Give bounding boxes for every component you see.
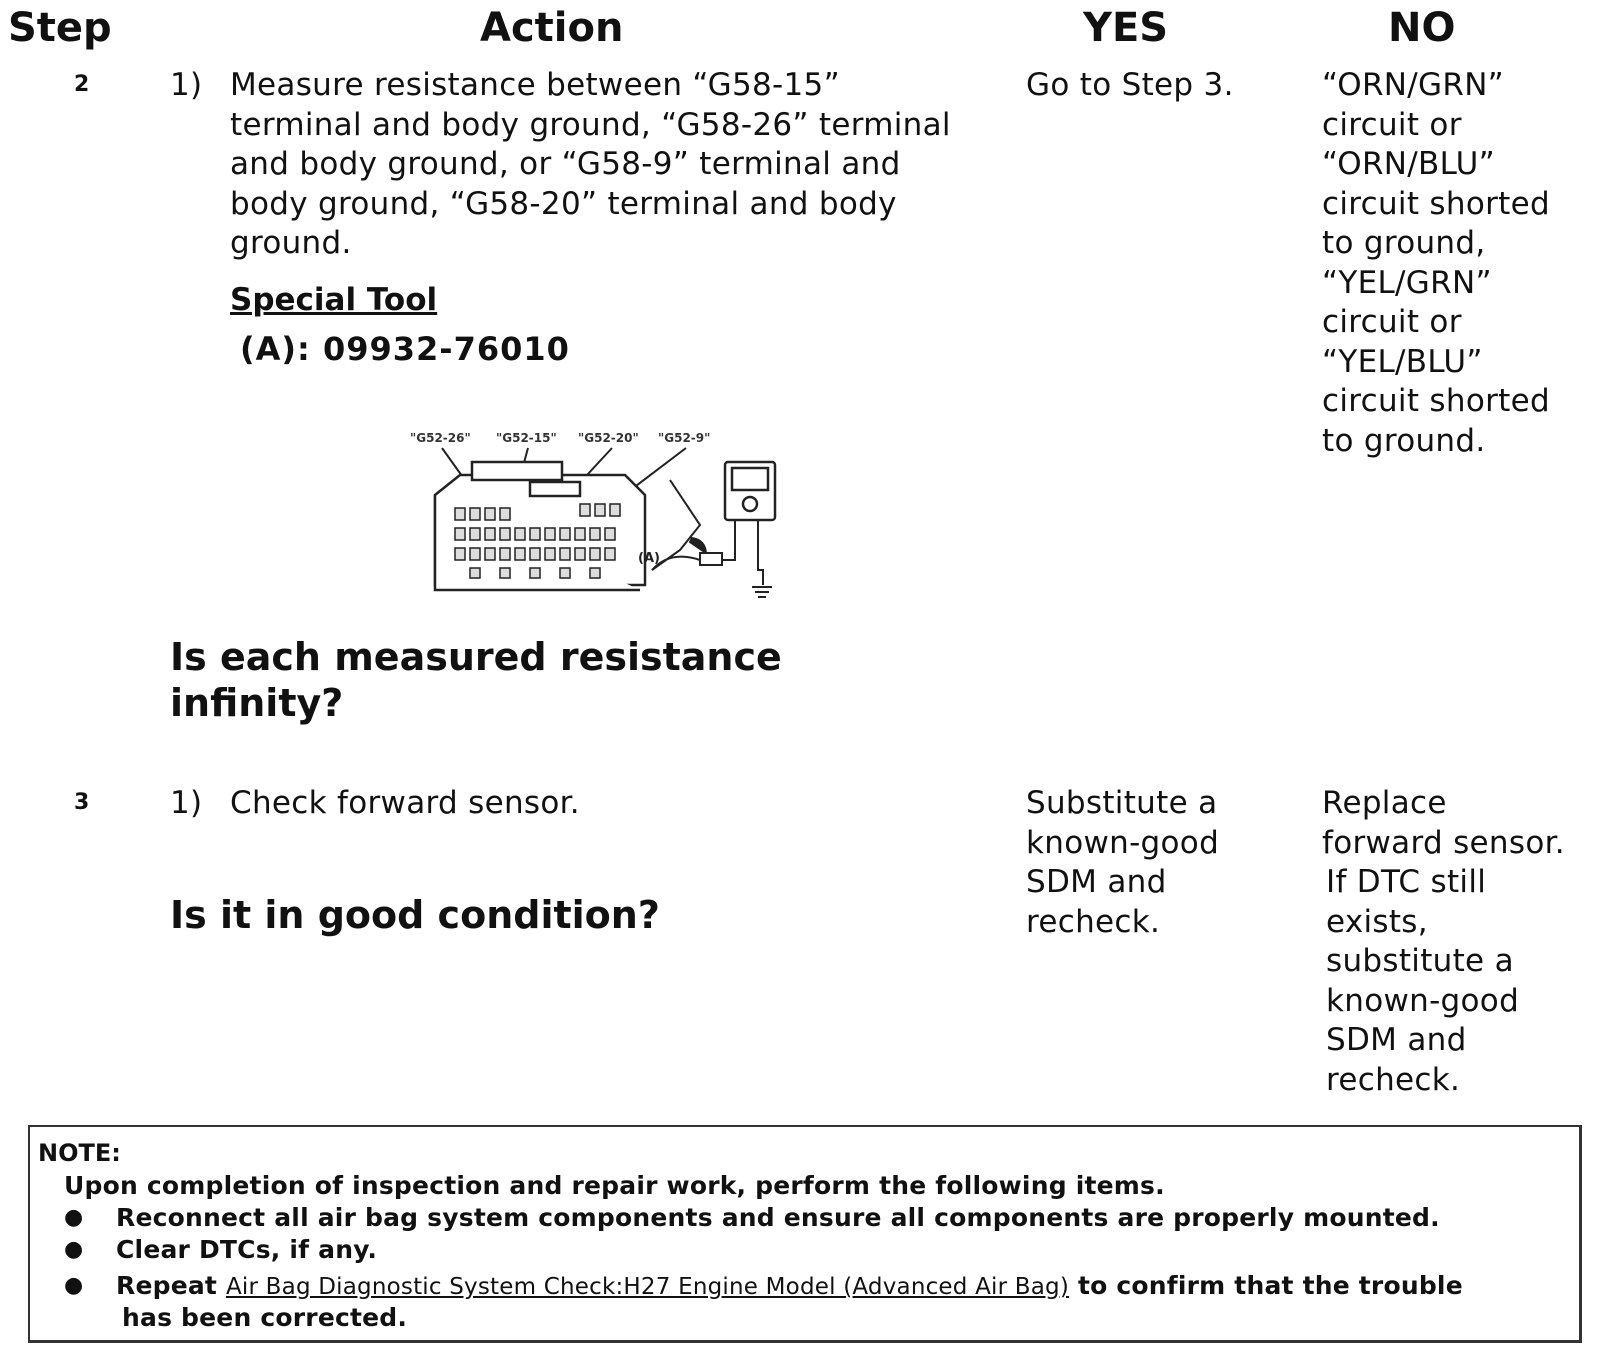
terminal-label: "G52-15" bbox=[496, 431, 557, 445]
no-line: “ORN/GRN” bbox=[1322, 67, 1505, 103]
note-item bbox=[116, 1271, 1463, 1300]
no-result bbox=[1322, 784, 1565, 1100]
no-line: exists, bbox=[1326, 903, 1428, 940]
action-item-number: 1) bbox=[170, 67, 203, 103]
question-text: Is it in good condition? bbox=[170, 893, 660, 937]
header-step: Step bbox=[8, 5, 112, 51]
note-box bbox=[28, 1125, 1582, 1343]
action-line: terminal and body ground, “G58-26” terminal bbox=[230, 106, 951, 143]
terminal-label: "G52-20" bbox=[578, 431, 639, 445]
yes-result: Go to Step 3. bbox=[1026, 67, 1234, 103]
no-line: forward sensor. bbox=[1322, 824, 1565, 861]
yes-line: SDM and bbox=[1026, 864, 1167, 900]
no-line: to ground, bbox=[1322, 225, 1486, 261]
action-text: Check forward sensor. bbox=[230, 785, 580, 821]
action-line: and body ground, or “G58-9” terminal and bbox=[230, 146, 901, 182]
question-text bbox=[170, 634, 782, 726]
note-item-suffix: to confirm that the trouble bbox=[1077, 1271, 1463, 1300]
step-number-3: 3 bbox=[74, 790, 90, 815]
terminal-label: "G52-9" bbox=[658, 431, 711, 445]
special-tool-value: (A): 09932-76010 bbox=[240, 330, 570, 368]
no-line: circuit or bbox=[1322, 106, 1462, 143]
note-title: NOTE: bbox=[38, 1139, 121, 1167]
action-line: body ground, “G58-20” terminal and body bbox=[230, 185, 897, 222]
step-number-2: 2 bbox=[74, 72, 90, 97]
note-item: Clear DTCs, if any. bbox=[116, 1235, 378, 1264]
no-result bbox=[1322, 66, 1550, 461]
diagnostic-check-link[interactable]: Air Bag Diagnostic System Check:H27 Engine Model (Advanced Air Bag) bbox=[225, 1274, 1070, 1300]
no-line: to ground. bbox=[1322, 422, 1486, 459]
no-line: substitute a bbox=[1326, 943, 1514, 979]
yes-line: Substitute a bbox=[1026, 785, 1218, 821]
no-line: “YEL/BLU” bbox=[1322, 343, 1483, 380]
no-line: circuit or bbox=[1322, 304, 1462, 340]
yes-result bbox=[1026, 784, 1219, 942]
action-line: ground. bbox=[230, 225, 352, 261]
action-line: Measure resistance between “G58-15” bbox=[230, 67, 840, 103]
terminal-label: "G52-26" bbox=[410, 431, 471, 445]
yes-line: recheck. bbox=[1026, 903, 1161, 940]
note-item-continuation: has been corrected. bbox=[122, 1303, 408, 1332]
header-yes: YES bbox=[1083, 5, 1169, 51]
note-item: Reconnect all air bag system components and ensure all components are properly mounted. bbox=[116, 1203, 1440, 1232]
action-item-number: 1) bbox=[170, 785, 203, 821]
special-tool-heading: Special Tool bbox=[230, 282, 438, 318]
no-line: “ORN/BLU” bbox=[1322, 146, 1495, 182]
no-line: Replace bbox=[1322, 785, 1447, 821]
note-intro: Upon completion of inspection and repair work, perform the following items. bbox=[64, 1171, 1165, 1200]
header-action: Action bbox=[480, 5, 624, 51]
no-line: “YEL/GRN” bbox=[1322, 264, 1492, 301]
bullet-icon: ● bbox=[64, 1273, 84, 1298]
no-line: known-good bbox=[1326, 982, 1520, 1019]
header-no: NO bbox=[1388, 5, 1456, 51]
no-line: circuit shorted bbox=[1322, 185, 1550, 222]
question-line: infinity? bbox=[170, 681, 344, 725]
tool-a-label: (A) bbox=[638, 551, 660, 566]
no-line: recheck. bbox=[1326, 1061, 1461, 1098]
no-line: If DTC still bbox=[1326, 864, 1487, 900]
note-item-prefix: Repeat bbox=[116, 1271, 218, 1300]
bullet-icon: ● bbox=[64, 1237, 84, 1262]
action-text bbox=[230, 66, 1000, 264]
bullet-icon: ● bbox=[64, 1205, 84, 1230]
yes-line: known-good bbox=[1026, 824, 1220, 861]
no-line: circuit shorted bbox=[1322, 383, 1550, 419]
question-line: Is each measured resistance bbox=[170, 635, 782, 679]
connector-measurement-diagram bbox=[400, 420, 820, 620]
no-line: SDM and bbox=[1326, 1022, 1467, 1058]
